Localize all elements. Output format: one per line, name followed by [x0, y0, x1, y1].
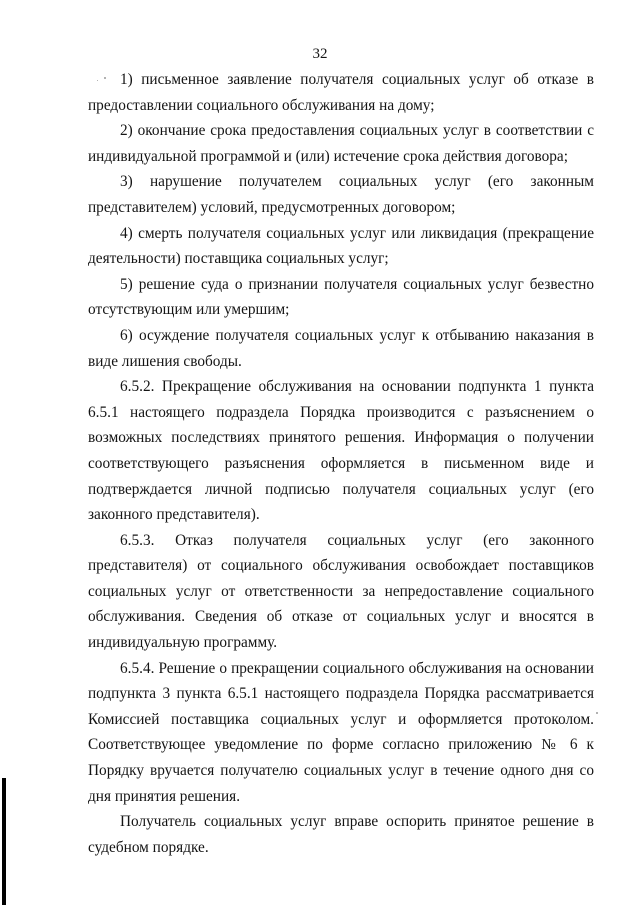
paragraph-section-6-5-3: 6.5.3. Отказ получателя социальных услуг (его законного представителя) от социального обслуживания освобождает поставщиков социальных услуг от ответственности за непредоставление социального обслуживания. Сведения об отказе от социальных услуг и вносятся в индивидуальную программу. — [88, 531, 594, 652]
scan-speck — [104, 77, 106, 79]
paragraph-termination-reason-2: 2) окончание срока предоставления социальных услуг в соответствии с индивидуальной программой и (или) истечение срока действия договора; — [88, 122, 594, 165]
paragraph-appeal-right: Получатель социальных услуг вправе оспорить принятое решение в судебном порядке. — [88, 813, 594, 856]
paragraph-termination-reason-4: 4) смерть получателя социальных услуг или ликвидация (прекращение деятельности) поставщика социальных услуг; — [88, 224, 594, 268]
page-number: 32 — [312, 46, 328, 62]
document-body — [88, 67, 594, 860]
paragraph-section-6-5-4: 6.5.4. Решение о прекращении социального обслуживания на основании подпункта 3 пункта 6.5.1 настоящего подраздела Порядка рассматривается Комиссией поставщика социальных услуг и оформляется протоколом. Соответствующее уведомление по форме согласно приложению № 6 к Порядку вручается получателю социальных услуг в течение одного дня со дня принятия решения. — [88, 659, 594, 805]
paragraph-termination-reason-5: 5) решение суда о признании получателя социальных услуг безвестно отсутствующим или умершим; — [88, 275, 594, 319]
scan-speck — [97, 80, 98, 81]
paragraph-termination-reason-6: 6) осуждение получателя социальных услуг к отбыванию наказания в виде лишения свободы. — [88, 326, 594, 370]
paragraph-termination-reason-3: 3) нарушение получателем социальных услуг (его законным представителем) условий, предусмотренных договором; — [88, 173, 594, 216]
scan-edge-shadow — [2, 778, 6, 905]
scan-speck — [596, 712, 598, 714]
paragraph-termination-reason-1: 1) письменное заявление получателя социальных услуг об отказе в предоставлении социального обслуживания на дому; — [88, 71, 594, 114]
paragraph-section-6-5-2: 6.5.2. Прекращение обслуживания на основании подпункта 1 пункта 6.5.1 настоящего подраздела Порядка производится с разъяснением о возможных последствиях принятого решения. Информация о получении соответствующего разъяснения оформляется в письменном виде и подтверждается личной подписью получателя социальных услуг (его законного представителя). — [88, 378, 594, 524]
